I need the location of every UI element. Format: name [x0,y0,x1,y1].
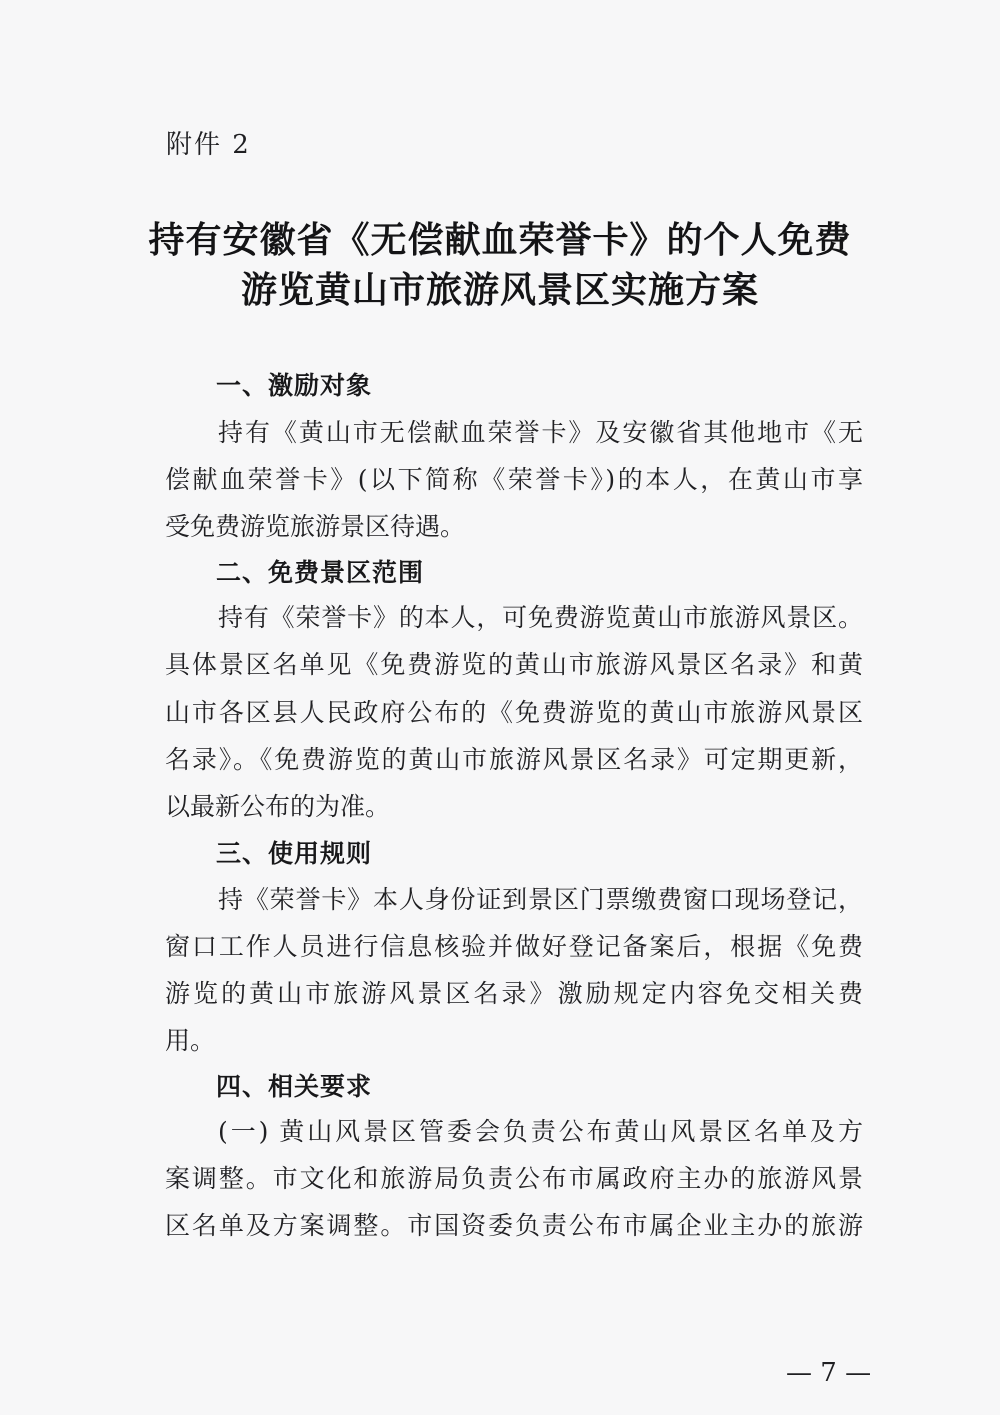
paragraph-line: 窗口工作人员进行信息核验并做好登记备案后，根据《免费 [165,932,863,961]
paragraph-line: 游览的黄山市旅游风景区名录》激励规定内容免交相关费 [165,979,863,1008]
paragraph-line: 持有《荣誉卡》的本人，可免费游览黄山市旅游风景区。 [218,603,863,632]
paragraph-line: 以最新公布的为准。 [165,792,391,821]
paragraph-line: 区名单及方案调整。市国资委负责公布市属企业主办的旅游 [165,1211,863,1240]
paragraph-line: 持《荣誉卡》本人身份证到景区门票缴费窗口现场登记， [218,885,863,914]
attachment-label: 附件 2 [166,130,251,160]
paragraph-line: 案调整。市文化和旅游局负责公布市属政府主办的旅游风景 [165,1164,863,1193]
paragraph-line: 受免费游览旅游景区待遇。 [165,512,466,541]
document-title-line-1: 持有安徽省《无偿献血荣誉卡》的个人免费 [148,220,852,261]
paragraph-line: 持有《黄山市无偿献血荣誉卡》及安徽省其他地市《无 [218,418,863,447]
paragraph-line: (一) 黄山风景区管委会负责公布黄山风景区名单及方 [218,1117,863,1146]
section-heading-2: 二、免费景区范围 [216,558,425,587]
paragraph-line: 用。 [165,1026,216,1055]
paragraph-line: 山市各区县人民政府公布的《免费游览的黄山市旅游风景区 [165,698,863,727]
document-title-line-2: 游览黄山市旅游风景区实施方案 [240,270,759,311]
section-heading-4: 四、相关要求 [216,1072,373,1101]
section-heading-1: 一、激励对象 [216,371,373,400]
page-number: — 7 — [786,1358,872,1388]
paragraph-line: 名录》。《免费游览的黄山市旅游风景区名录》可定期更新， [165,745,863,774]
paragraph-line: 具体景区名单见《免费游览的黄山市旅游风景区名录》和黄 [165,650,863,679]
paragraph-line: 偿献血荣誉卡》(以下简称《荣誉卡》)的本人，在黄山市享 [165,465,863,494]
section-heading-3: 三、使用规则 [216,839,373,868]
